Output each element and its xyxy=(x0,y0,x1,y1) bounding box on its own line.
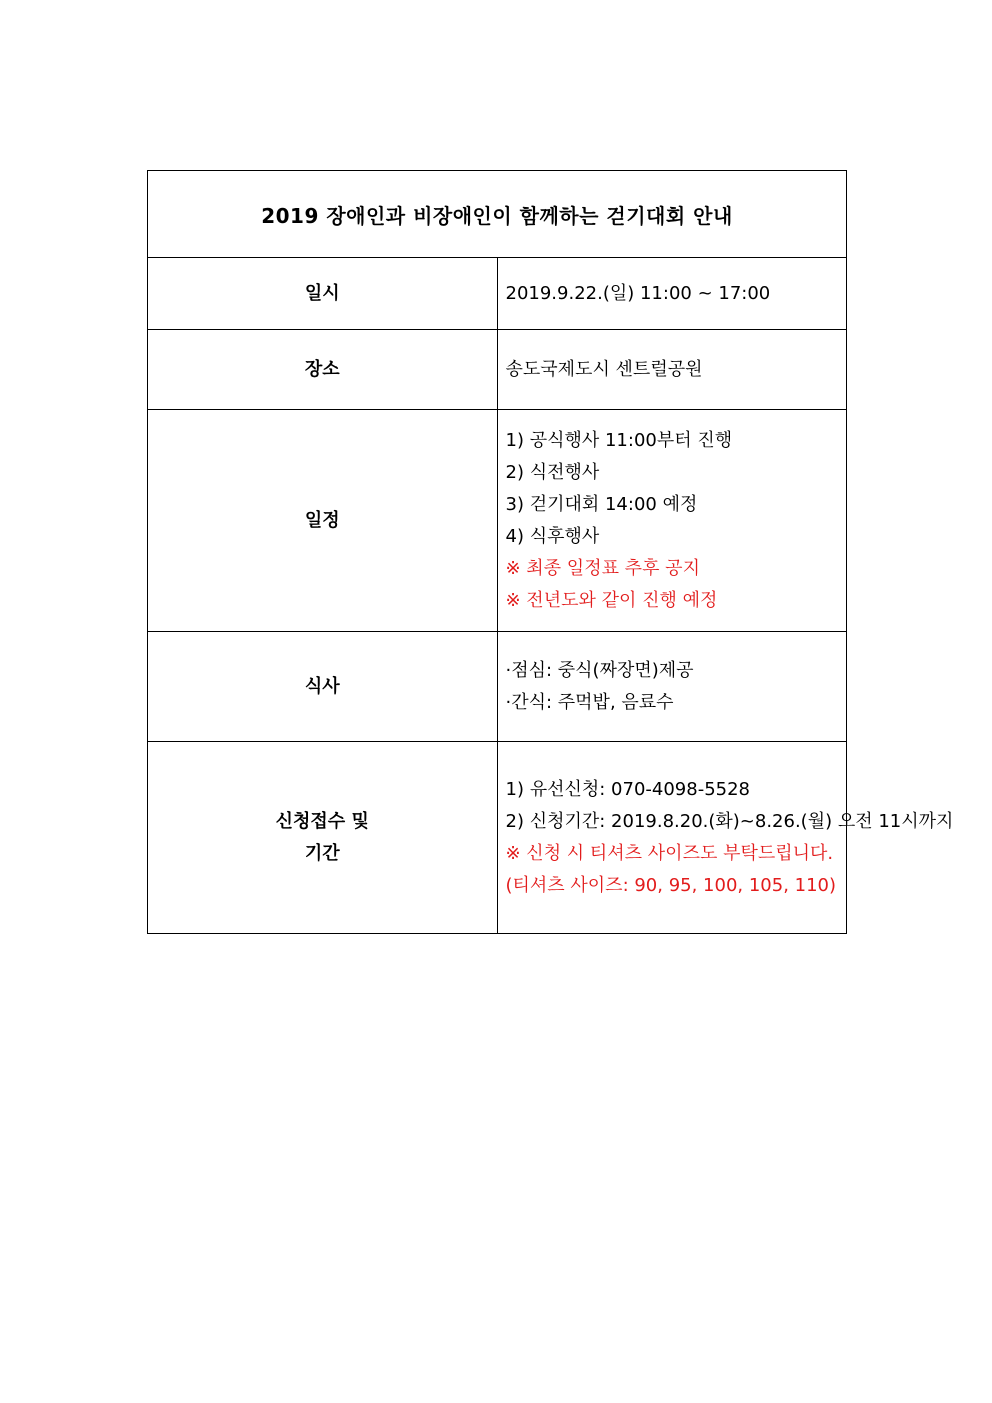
apply-value xyxy=(497,742,954,934)
schedule-row xyxy=(148,410,847,632)
schedule-value xyxy=(497,410,847,632)
meal-item: ·점심: 중식(짜장면)제공 xyxy=(505,659,694,681)
place-text: 송도국제도시 센트럴공원 xyxy=(505,358,703,380)
schedule-label: 일정 xyxy=(148,410,498,632)
meal-item: ·간식: 주먹밥, 음료수 xyxy=(505,691,674,713)
schedule-note: ※ 전년도와 같이 진행 예정 xyxy=(505,589,718,611)
apply-item: 1) 유선신청: 070-4098-5528 xyxy=(505,778,750,800)
datetime-row xyxy=(148,258,847,330)
document-title: 2019 장애인과 비장애인이 함께하는 걷기대회 안내 xyxy=(148,171,847,258)
place-row xyxy=(148,330,847,410)
meal-row xyxy=(148,632,847,742)
schedule-note: ※ 최종 일정표 추후 공지 xyxy=(505,557,700,579)
apply-label xyxy=(148,742,498,934)
datetime-text: 2019.9.22.(일) 11:00 ~ 17:00 xyxy=(505,282,771,304)
apply-label-line: 기간 xyxy=(304,842,340,864)
meal-value xyxy=(497,632,847,742)
event-info-table xyxy=(147,170,954,934)
place-label: 장소 xyxy=(148,330,498,410)
place-value xyxy=(497,330,847,410)
meal-label: 식사 xyxy=(148,632,498,742)
schedule-item: 4) 식후행사 xyxy=(505,525,600,547)
apply-note: ※ 신청 시 티셔츠 사이즈도 부탁드립니다. xyxy=(505,842,834,864)
datetime-value xyxy=(497,258,847,330)
schedule-item: 1) 공식행사 11:00부터 진행 xyxy=(505,429,733,451)
schedule-item: 3) 걷기대회 14:00 예정 xyxy=(505,493,698,515)
apply-item: 2) 신청기간: 2019.8.20.(화)~8.26.(월) 오전 11시까지 xyxy=(505,810,954,832)
apply-note: (티셔츠 사이즈: 90, 95, 100, 105, 110) xyxy=(505,874,837,896)
datetime-label: 일시 xyxy=(148,258,498,330)
apply-row xyxy=(148,742,847,934)
schedule-item: 2) 식전행사 xyxy=(505,461,600,483)
title-row xyxy=(148,171,847,258)
apply-label-line: 신청접수 및 xyxy=(275,810,369,832)
